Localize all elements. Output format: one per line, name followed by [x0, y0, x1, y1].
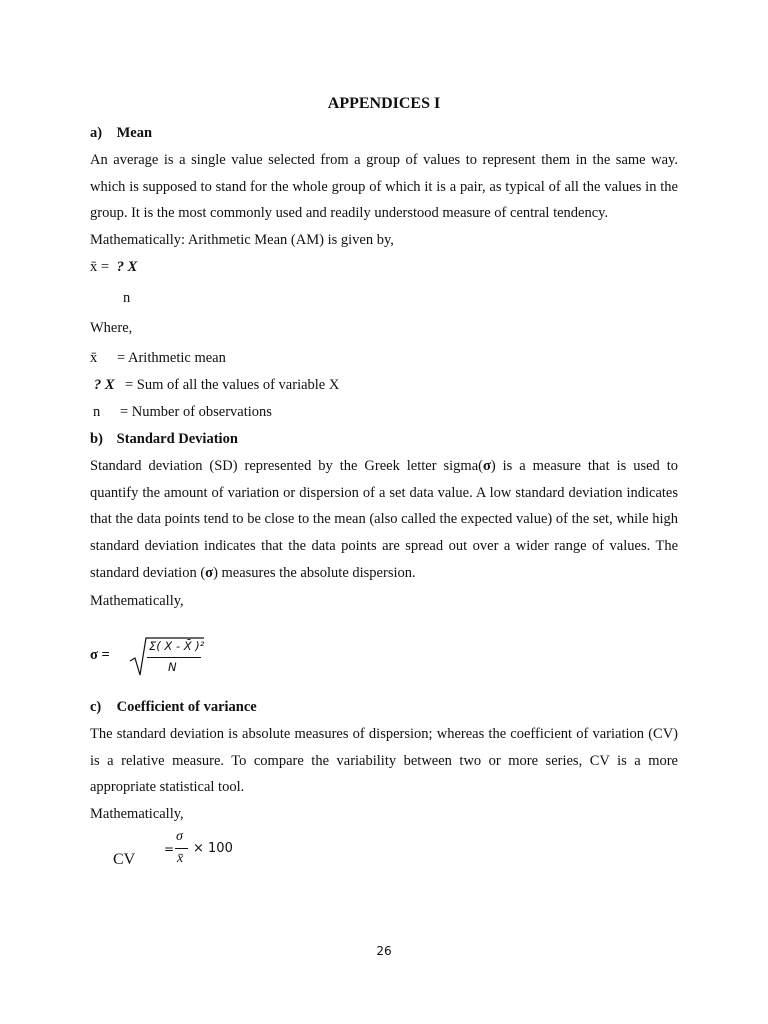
section-title: Standard Deviation: [116, 431, 238, 447]
sd-paragraph: [90, 453, 678, 587]
section-heading-mean: [90, 125, 152, 142]
sd-text-2: ) is a measure that is used to quantify the amount of variation or dispersion of a set data value. A low standard deviation indicates that the data points tend to be close to the mean (also called the expected value) of the set, while high standard deviation indicates that the data points are spread out over a wider range of values. The standard deviation (: [90, 458, 678, 581]
cv-formula-lhs: CV: [113, 851, 136, 868]
cv-formula-eq: =: [164, 842, 175, 856]
page-number: 26: [376, 944, 392, 958]
cv-formula-numerator: σ: [176, 829, 183, 844]
sd-formula-lhs: σ =: [90, 647, 110, 663]
sd-text-3: ) measures the absolute dispersion.: [213, 564, 416, 581]
def-symbol: x̄: [90, 350, 98, 366]
cv-math-label: Mathematically,: [90, 806, 184, 822]
mean-paragraph: An average is a single value selected from a group of values to represent them in the same way. which is supposed to stand for the whole group of which it is a pair, as typical of all the values in the group. It is the most commonly used and readily understood measure of central tendency.: [90, 152, 678, 222]
sigma-symbol: σ: [482, 458, 491, 474]
sd-formula-numerator: Σ( X - X̄ )²: [149, 639, 205, 653]
fraction-bar: [175, 848, 188, 849]
def-symbol: ? X: [94, 377, 115, 393]
def-text: = Arithmetic mean: [117, 350, 226, 366]
section-title: Mean: [116, 125, 153, 141]
def-text: = Number of observations: [120, 404, 272, 420]
section-label: c): [90, 699, 102, 715]
def-symbol: n: [93, 404, 101, 420]
fraction-bar: [147, 657, 201, 658]
page-title: APPENDICES I: [327, 95, 441, 112]
mean-formula: [90, 259, 137, 276]
sd-formula-denominator: N: [168, 660, 177, 674]
sigma-symbol: σ: [205, 564, 214, 581]
section-title: Coefficient of variance: [116, 699, 257, 715]
sd-text-1: Standard deviation (SD) represented by the Greek letter sigma(: [90, 458, 483, 474]
formula-numerator: ? X: [116, 259, 138, 275]
cv-formula-denominator: x̄: [177, 851, 184, 866]
cv-formula-times: × 100: [193, 841, 233, 856]
section-label: a): [90, 125, 103, 141]
cv-paragraph: The standard deviation is absolute measures of dispersion; whereas the coefficient of variation (CV) is a relative measure. To compare the variability between two or more series, CV is a more appropriate statistical tool.: [90, 726, 678, 796]
where-label: Where,: [90, 320, 133, 336]
section-heading-cv: [90, 699, 257, 716]
section-heading-sd: [90, 431, 238, 448]
mean-formula-denominator: n: [123, 290, 131, 306]
section-label: b): [90, 431, 103, 447]
sd-math-label: Mathematically,: [90, 593, 184, 609]
mean-formula-intro: Mathematically: Arithmetic Mean (AM) is given by,: [90, 232, 394, 248]
def-text: = Sum of all the values of variable X: [125, 377, 340, 393]
formula-lhs: x̄ =: [90, 259, 110, 275]
